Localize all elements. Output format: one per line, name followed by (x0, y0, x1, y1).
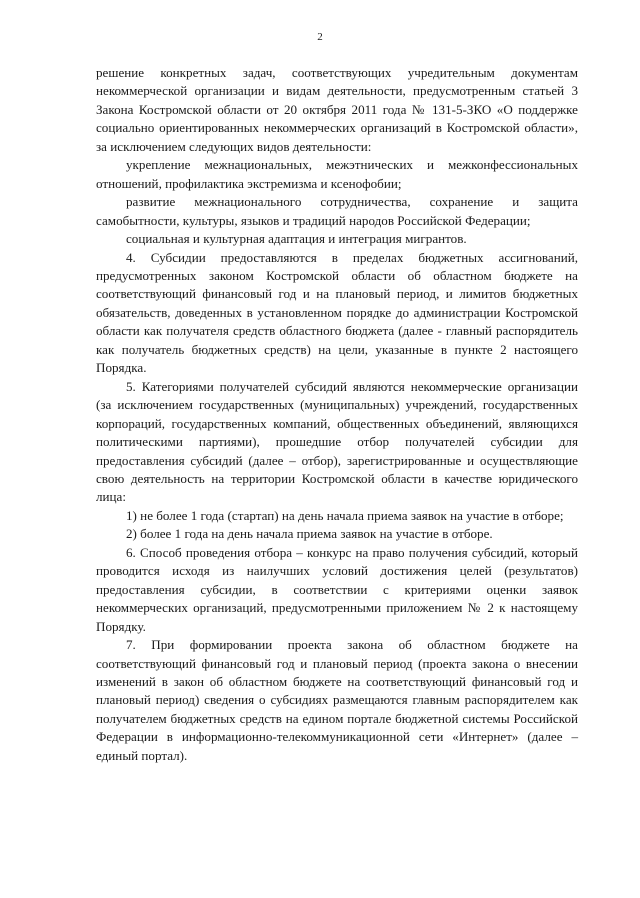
paragraph-item-4: 4. Субсидии предоставляются в пределах бюджетных ассигнований, предусмотренных законом Костромской области об областном бюджете на соответствующий финансовый год и на плановый период, и лимитов бюджетных обязательств, доведенных в установленном порядке до администрации Костромской области как получателя средств областного бюджета (далее - главный распорядитель как получатель бюджетных средств) на цели, указанные в пункте 2 настоящего Порядка. (96, 249, 578, 376)
paragraph-item-5-sub-2: 2) более 1 года на день начала приема заявок на участие в отборе. (126, 526, 493, 542)
paragraph-excluded-activity-2: развитие межнационального сотрудничества, сохранение и защита самобытности, культуры, языков и традиций народов Российской Федерации; (96, 194, 578, 228)
paragraph-continuation: решение конкретных задач, соответствующих учредительным документам некоммерческой организации и видам деятельности, предусмотренным статьей 3 Закона Костромской области от 20 октября 2011 года № 131-5-ЗКО «О поддержке социально ориентированных некоммерческих организаций в Костромской области», за исключением следующих видов деятельности: (96, 65, 578, 154)
paragraph-item-7: 7. При формировании проекта закона об областном бюджете на соответствующий финансовый год и плановый период (проекта закона о внесении изменений в закон об областном бюджете на соответствующий финансовый год и плановый период) сведения о субсидиях размещаются главным распорядителем как получателем бюджетных средств на едином портале бюджетной системы Российской Федерации в информационно-телекоммуникационной сети «Интернет» (далее – единый портал). (96, 637, 578, 763)
paragraph-excluded-activity-3: социальная и культурная адаптация и интеграция мигрантов. (126, 231, 467, 247)
paragraph-excluded-activity-1: укрепление межнациональных, межэтнических и межконфессиональных отношений, профилактика экстремизма и ксенофобии; (96, 157, 578, 191)
page-number: 2 (317, 31, 323, 43)
paragraph-item-6: 6. Способ проведения отбора – конкурс на право получения субсидий, который проводится исходя из наилучших условий достижения целей (результатов) предоставления субсидии, в соответствии с критериями оценки заявок некоммерческих организаций, предусмотренными приложением № 2 к настоящему Порядку. (96, 544, 578, 634)
paragraph-item-5-sub-1: 1) не более 1 года (стартап) на день начала приема заявок на участие в отборе; (126, 507, 564, 523)
document-body (96, 64, 578, 765)
paragraph-item-5: 5. Категориями получателей субсидий являются некоммерческие организации (за исключением государственных (муниципальных) учреждений, государственных корпораций, государственных компаний, общественных объединений, являющихся политическими партиями), прошедшие отбор получателей субсидии для предоставления субсидий (далее – отбор), зарегистрированные и осуществляющие свою деятельность на территории Костромской области в качестве юридического лица: (96, 378, 578, 505)
